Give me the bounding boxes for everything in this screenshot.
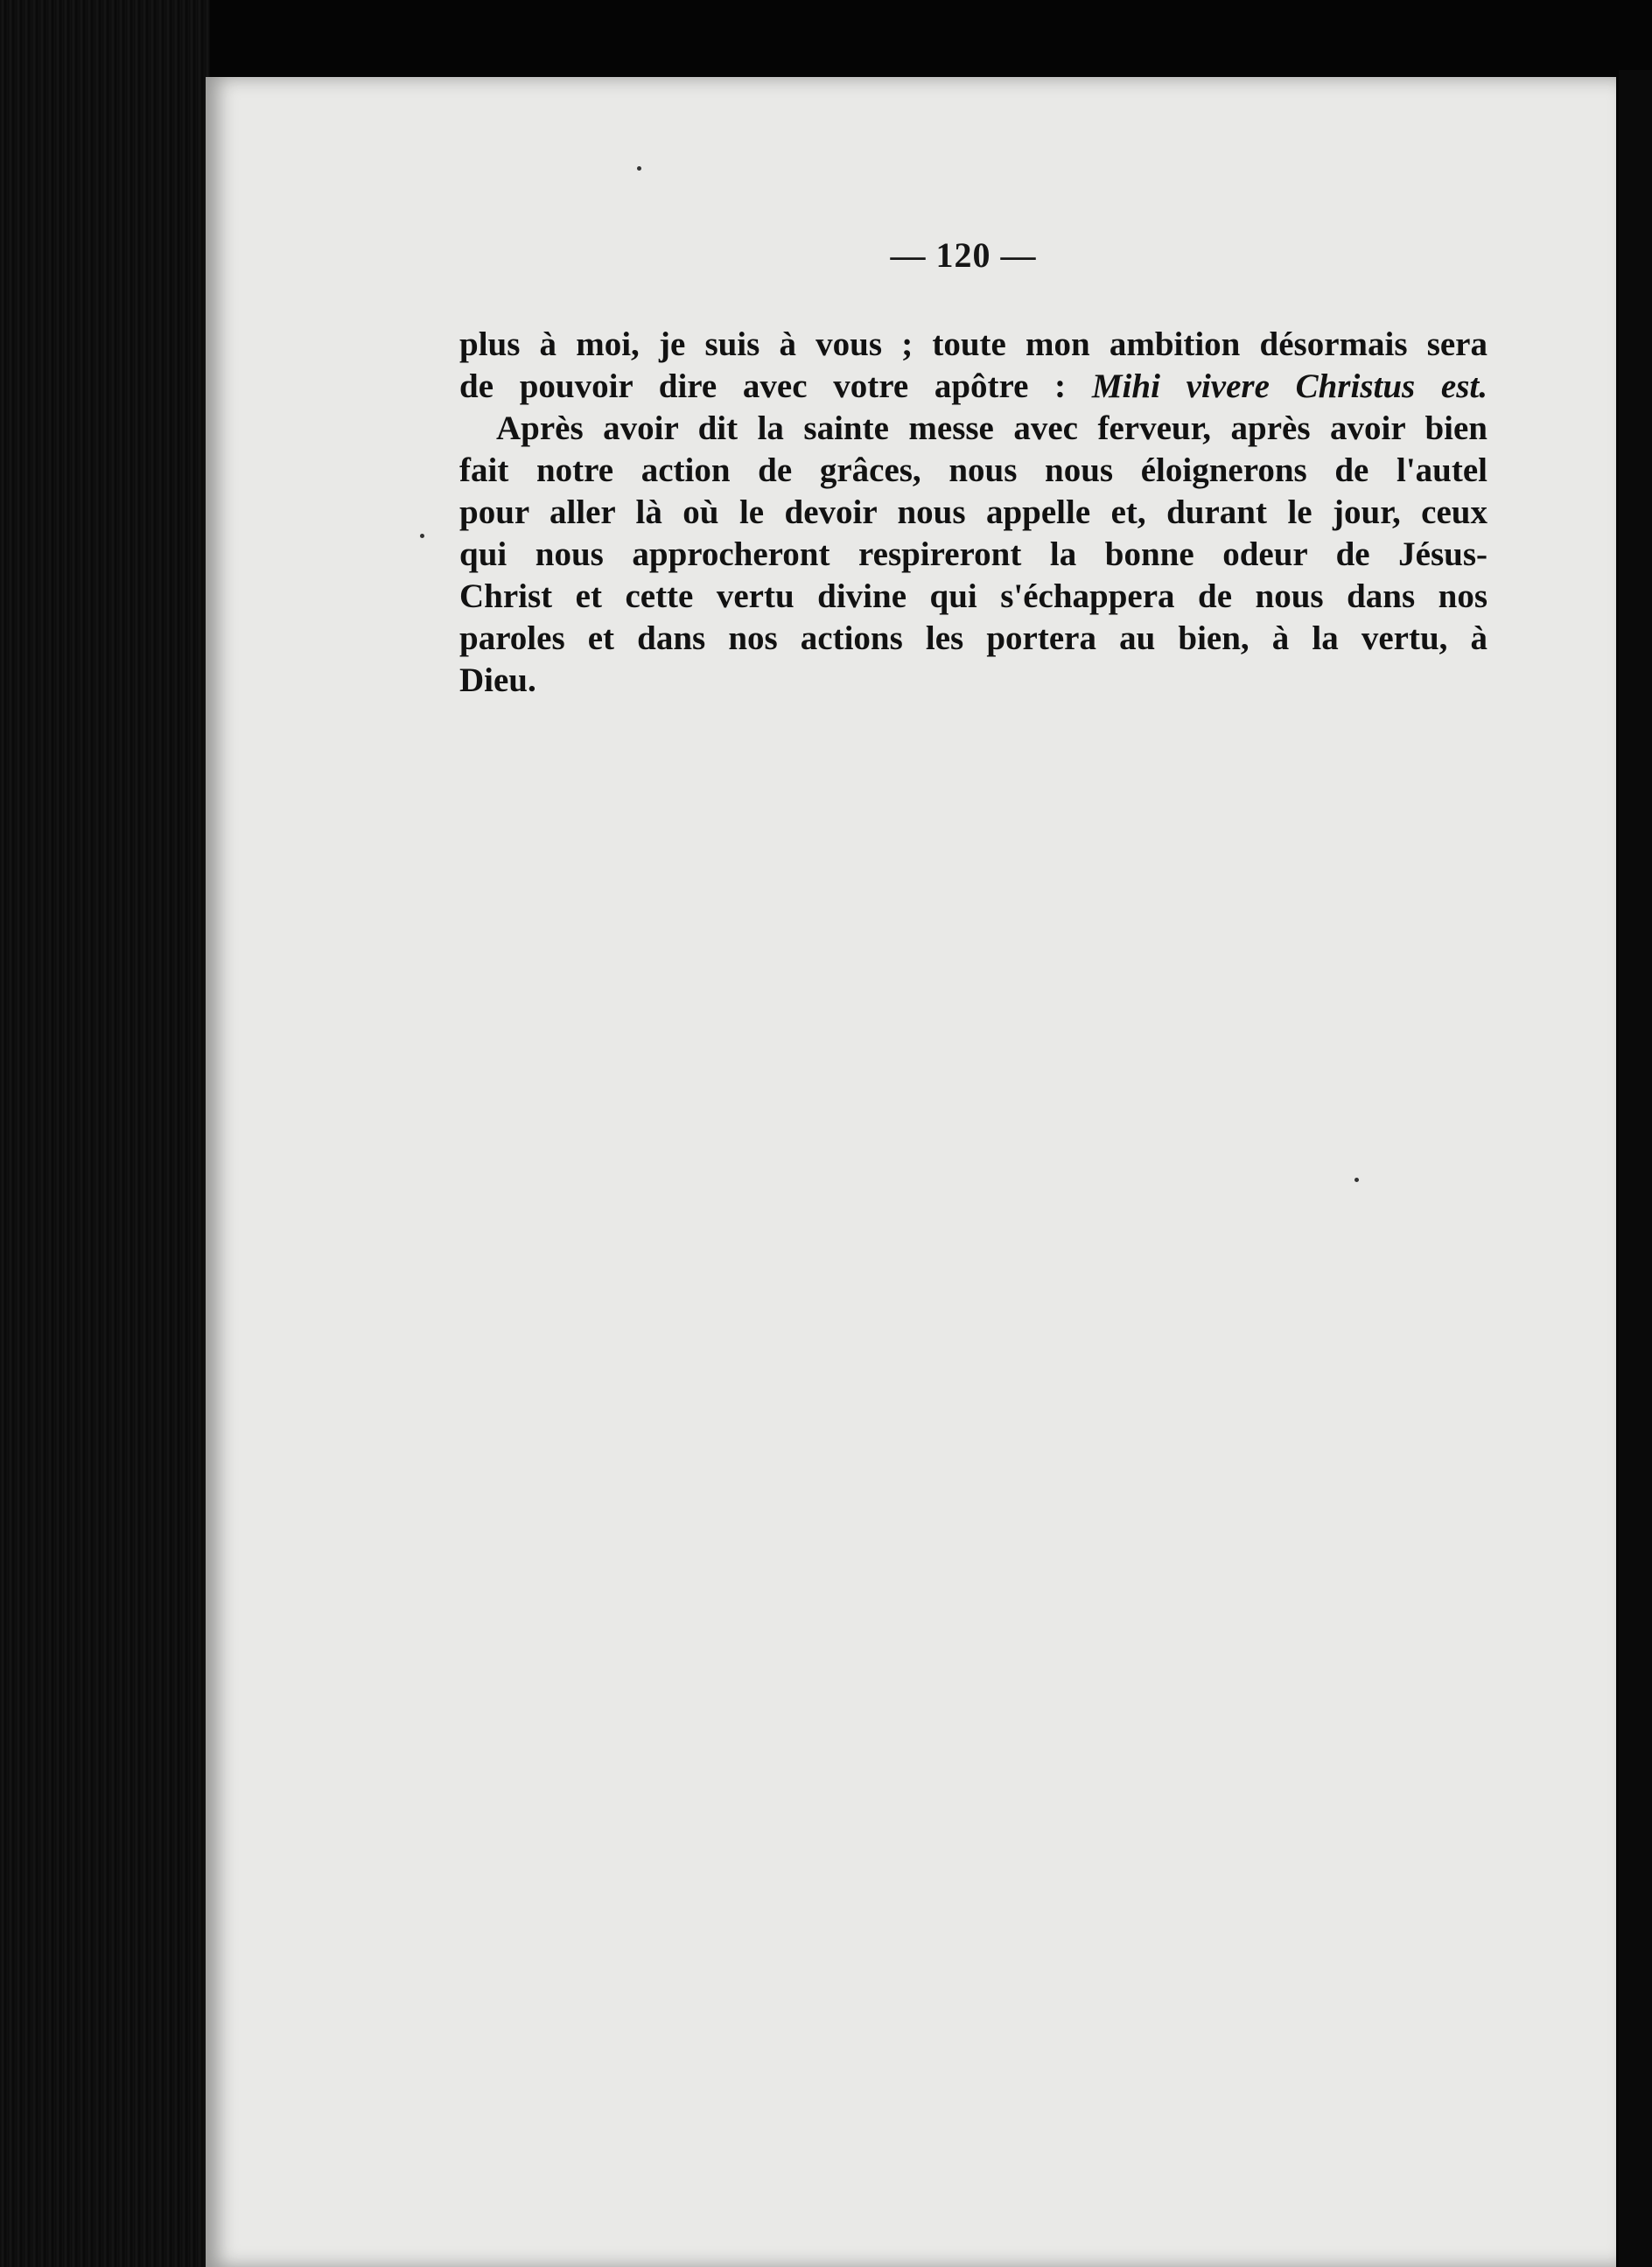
text-line: plus à moi, je suis à vous ; toute mon ambition désormais sera [459,325,1488,363]
text-line: Christ et cette vertu divine qui s'échappera de nous dans nos [459,577,1488,615]
text-line [459,366,1488,408]
text-line-segment: de pouvoir dire avec votre apôtre : [459,367,1092,405]
book-binding-edge [0,0,210,2267]
text-line: qui nous approcheront respireront la bonne odeur de Jésus- [459,535,1488,573]
text-line: fait notre action de grâces, nous nous éloignerons de l'autel [459,451,1488,489]
body-text [459,324,1488,702]
text-line: Dieu. [459,661,536,699]
page-right-edge [1619,70,1652,2267]
latin-quotation: Mihi vivere Christus est. [1091,367,1488,405]
page-number: — 120 — [890,235,1037,275]
text-line: paroles et dans nos actions les portera au bien, à la vertu, à [459,619,1488,657]
text-line: pour aller là où le devoir nous appelle et, durant le jour, ceux [459,493,1488,531]
dust-speck [1354,1178,1359,1182]
dust-speck [420,534,424,538]
book-page [206,77,1616,2267]
dust-speck [637,166,641,171]
paragraph-first-line: Après avoir dit la sainte messe avec ferveur, après avoir bien [496,409,1488,447]
